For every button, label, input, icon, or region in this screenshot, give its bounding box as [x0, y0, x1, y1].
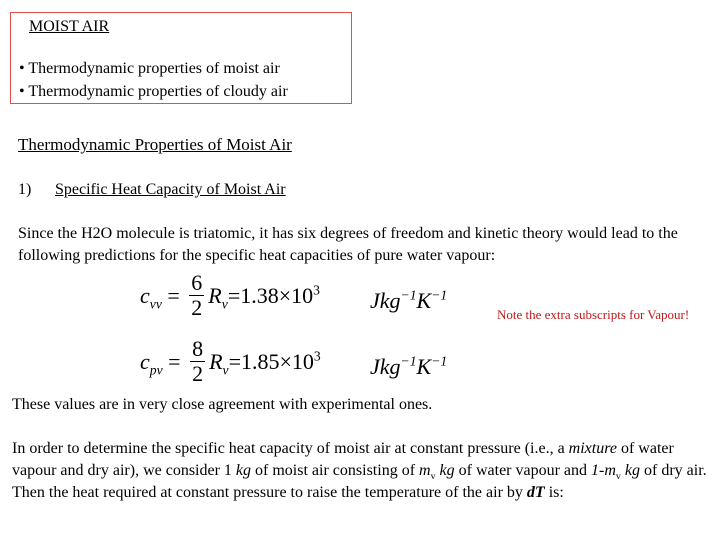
- eq-units: $Jkg^{-1}K^{-1}$: [370, 287, 448, 313]
- eq-fraction: $\frac{6}{2}$: [191, 270, 203, 320]
- equation-cvv: $c_{vv}$ = $\frac{6}{2}$ $R_v$ $=1.38\times 10^3$ $Jkg^{-1}K^{-1}$: [140, 270, 448, 320]
- eq-lhs: $c_{vv}$: [140, 282, 162, 311]
- paragraph-triatomic: Since the H2O molecule is triatomic, it has six degrees of freedom and kinetic theory would lead to the following predictions for the specific heat capacities of pure water vapour:: [18, 225, 678, 264]
- eq-value: $=1.38\times 10^3$: [227, 282, 320, 308]
- outline-item-cloudy-air: • Thermodynamic properties of cloudy air: [19, 83, 288, 100]
- eq-value: $=1.85\times 10^3$: [228, 348, 321, 374]
- section-heading: Thermodynamic Properties of Moist Air: [18, 135, 292, 154]
- paragraph-mixture: In order to determine the specific heat capacity of moist air at constant pressure (i.e., a mixture of water vapour and dry air), we consider 1 kg of moist air consisting of $m_v$ kg of water vapour and $1-m_v$ kg of dry air. Then the heat required at constant pressure to raise the temperature of the air by dT is:: [12, 440, 707, 501]
- eq-lhs: $c_{pv}$: [140, 348, 163, 377]
- vapour-subscript-note: Note the extra subscripts for Vapour!: [497, 307, 690, 322]
- equation-cpv: $c_{pv}$ = $\frac{8}{2}$ $R_v$ $=1.85\times 10^3$ $Jkg^{-1}K^{-1}$: [140, 336, 448, 386]
- outline-box: [10, 12, 352, 104]
- outline-item-moist-air: • Thermodynamic properties of moist air: [19, 60, 280, 77]
- subsection-number: 1): [18, 181, 32, 198]
- subsection-title: Specific Heat Capacity of Moist Air: [55, 181, 286, 198]
- eq-fraction: $\frac{8}{2}$: [192, 336, 204, 386]
- eq-units: $Jkg^{-1}K^{-1}$: [370, 353, 448, 379]
- paragraph-agreement: These values are in very close agreement with experimental ones.: [12, 396, 433, 413]
- outline-title: MOIST AIR: [29, 18, 110, 35]
